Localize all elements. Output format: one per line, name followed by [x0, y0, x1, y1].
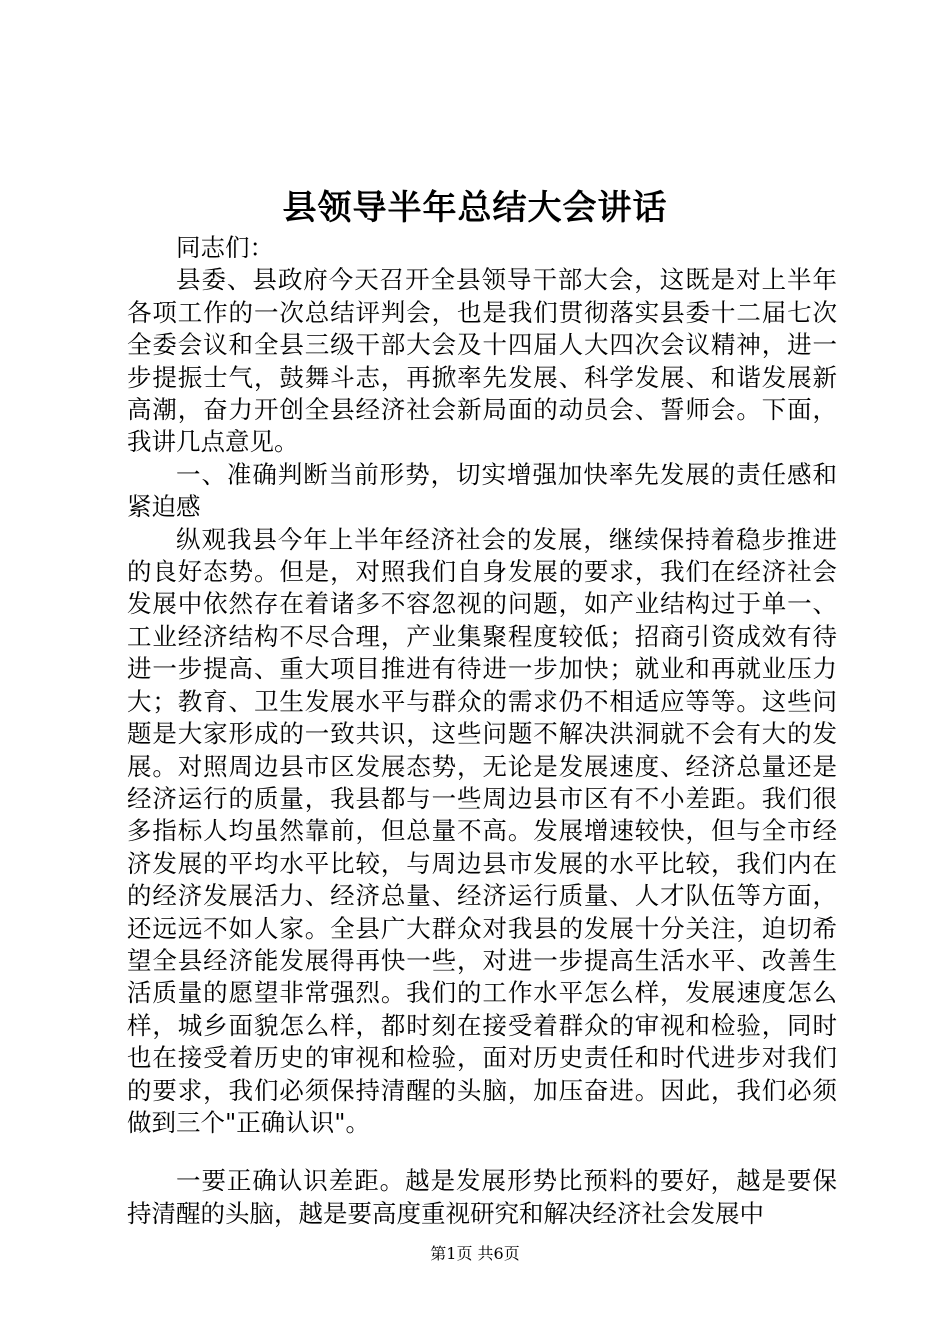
opening-paragraph: 县委、县政府今天召开全县领导干部大会，这既是对上半年各项工作的一次总结评判会，也是我们贯彻落实县委十二届七次全委会议和全县三级干部大会及十四届人大四次会议精神，进一步提振士气，鼓舞斗志，再掀率先发展、科学发展、和谐发展新高潮，奋力开创全县经济社会新局面的动员会、誓师会。下面，我讲几点意见。	[127, 265, 837, 457]
salutation-paragraph: 同志们：	[176, 233, 274, 262]
page-number-footer: 第1页 共6页	[430, 1244, 520, 1263]
body-paragraph: 纵观我县今年上半年经济社会的发展，继续保持着稳步推进的良好态势。但是，对照我们自身发展的要求，我们在经济社会发展中依然存在着诸多不容忽视的问题，如产业结构过于单一、工业经济结构不尽合理，产业集聚程度较低；招商引资成效有待进一步提高、重大项目推进有待进一步加快；就业和再就业压力大；教育、卫生发展水平与群众的需求仍不相适应等等。这些问题是大家形成的一致共识，这些问题不解决洪洞就不会有大的发展。对照周边县市区发展态势，无论是发展速度、经济总量还是经济运行的质量，我县都与一些周边县市区有不小差距。我们很多指标人均虽然靠前，但总量不高。发展增速较快，但与全市经济发展的平均水平比较，与周边县市发展的水平比较，我们内在的经济发展活力、经济总量、经济运行质量、人才队伍等方面，还远远不如人家。全县广大群众对我县的发展十分关注，迫切希望全县经济能发展得再快一些，对进一步提高生活水平、改善生活质量的愿望非常强烈。我们的工作水平怎么样，发展速度怎么样，城乡面貌怎么样，都时刻在接受着群众的审视和检验，同时也在接受着历史的审视和检验，面对历史责任和时代进步对我们的要求，我们必须保持清醒的头脑，加压奋进。因此，我们必须做到三个"正确认识"。	[127, 524, 837, 1137]
body-paragraph: 一要正确认识差距。越是发展形势比预料的要好，越是要保持清醒的头脑，越是要高度重视研究和解决经济社会发展中	[127, 1166, 837, 1228]
section-heading-1: 一、准确判断当前形势，切实增强加快率先发展的责任感和紧迫感	[127, 459, 837, 522]
document-title: 县领导半年总结大会讲话	[282, 188, 668, 228]
document-body	[127, 232, 837, 1230]
